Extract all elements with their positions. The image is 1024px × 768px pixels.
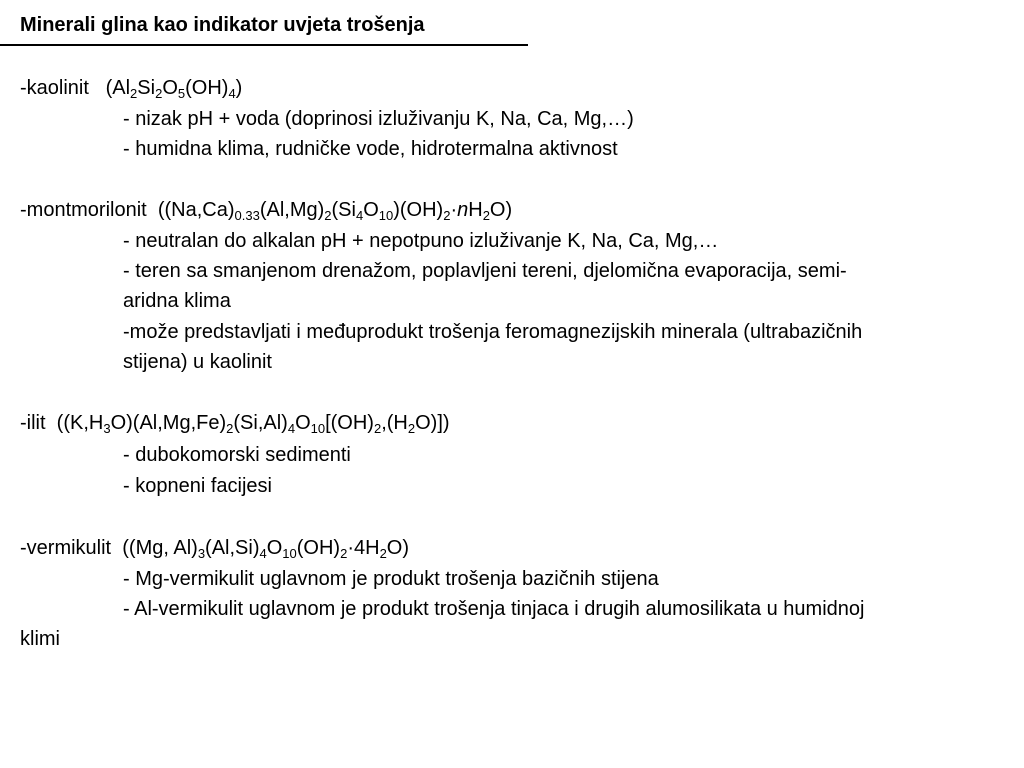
ilit-point-1: - dubokomorski sedimenti [123,444,351,466]
mineral-name-vermikulit: -vermikulit [20,537,112,559]
mineral-name-kaolinit: -kaolinit [20,77,89,99]
ilit-point-2: - kopneni facijesi [123,475,272,497]
formula-vermikulit: ((Mg, $Al)_3(Al,Si)_4O_{10}(OH)_2\cdot 4H_2O$) [122,537,410,561]
title-underline [0,44,528,46]
formula-kaolinit: $(Al_2Si_2O_5(OH)_4)$ [105,77,243,101]
montmorilonit-header [20,195,512,225]
montmorilonit-point-3-cont: stijena) u kaolinit [123,351,272,373]
montmorilonit-point-2-cont: aridna klima [123,290,231,312]
mineral-name-montmorilonit: -montmorilonit [20,199,147,221]
montmorilonit-point-1: - neutralan do alkalan pH + nepotpuno izluživanje K, Na, Ca, Mg,… [123,230,719,252]
kaolinit-point-2: - humidna klima, rudničke vode, hidrotermalna aktivnost [123,138,618,160]
ilit-header [20,408,450,438]
mineral-name-ilit: -ilit [20,412,46,434]
vermikulit-header [20,533,409,563]
slide-title: Minerali glina kao indikator uvjeta trošenja [20,14,425,36]
vermikulit-point-2: - Al-vermikulit uglavnom je produkt trošenja tinjaca i drugih alumosilikata u humidnoj [123,598,865,620]
kaolinit-point-1: - nizak pH + voda (doprinosi izluživanju K, Na, Ca, Mg,…) [123,108,634,130]
vermikulit-point-2-cont: klimi [20,628,60,650]
vermikulit-point-1: - Mg-vermikulit uglavnom je produkt trošenja bazičnih stijena [123,568,659,590]
formula-montmorilonit: $((Na,Ca)_{0.33}(Al,Mg)_2(Si_4O_{10})(OH)_2\cdot nH_2O)$ [157,199,513,223]
montmorilonit-point-2: - teren sa smanjenom drenažom, poplavljeni tereni, djelomična evaporacija, semi- [123,260,847,282]
kaolinit-header [20,73,242,103]
formula-ilit: $((K,H_3O)(Al,Mg,Fe)_2(Si,Al)_4O_{10}[(OH)_2,(H_2O)])$ [56,412,450,436]
montmorilonit-point-3: -može predstavljati i međuprodukt trošenja feromagnezijskih minerala (ultrabazičnih [123,321,863,343]
